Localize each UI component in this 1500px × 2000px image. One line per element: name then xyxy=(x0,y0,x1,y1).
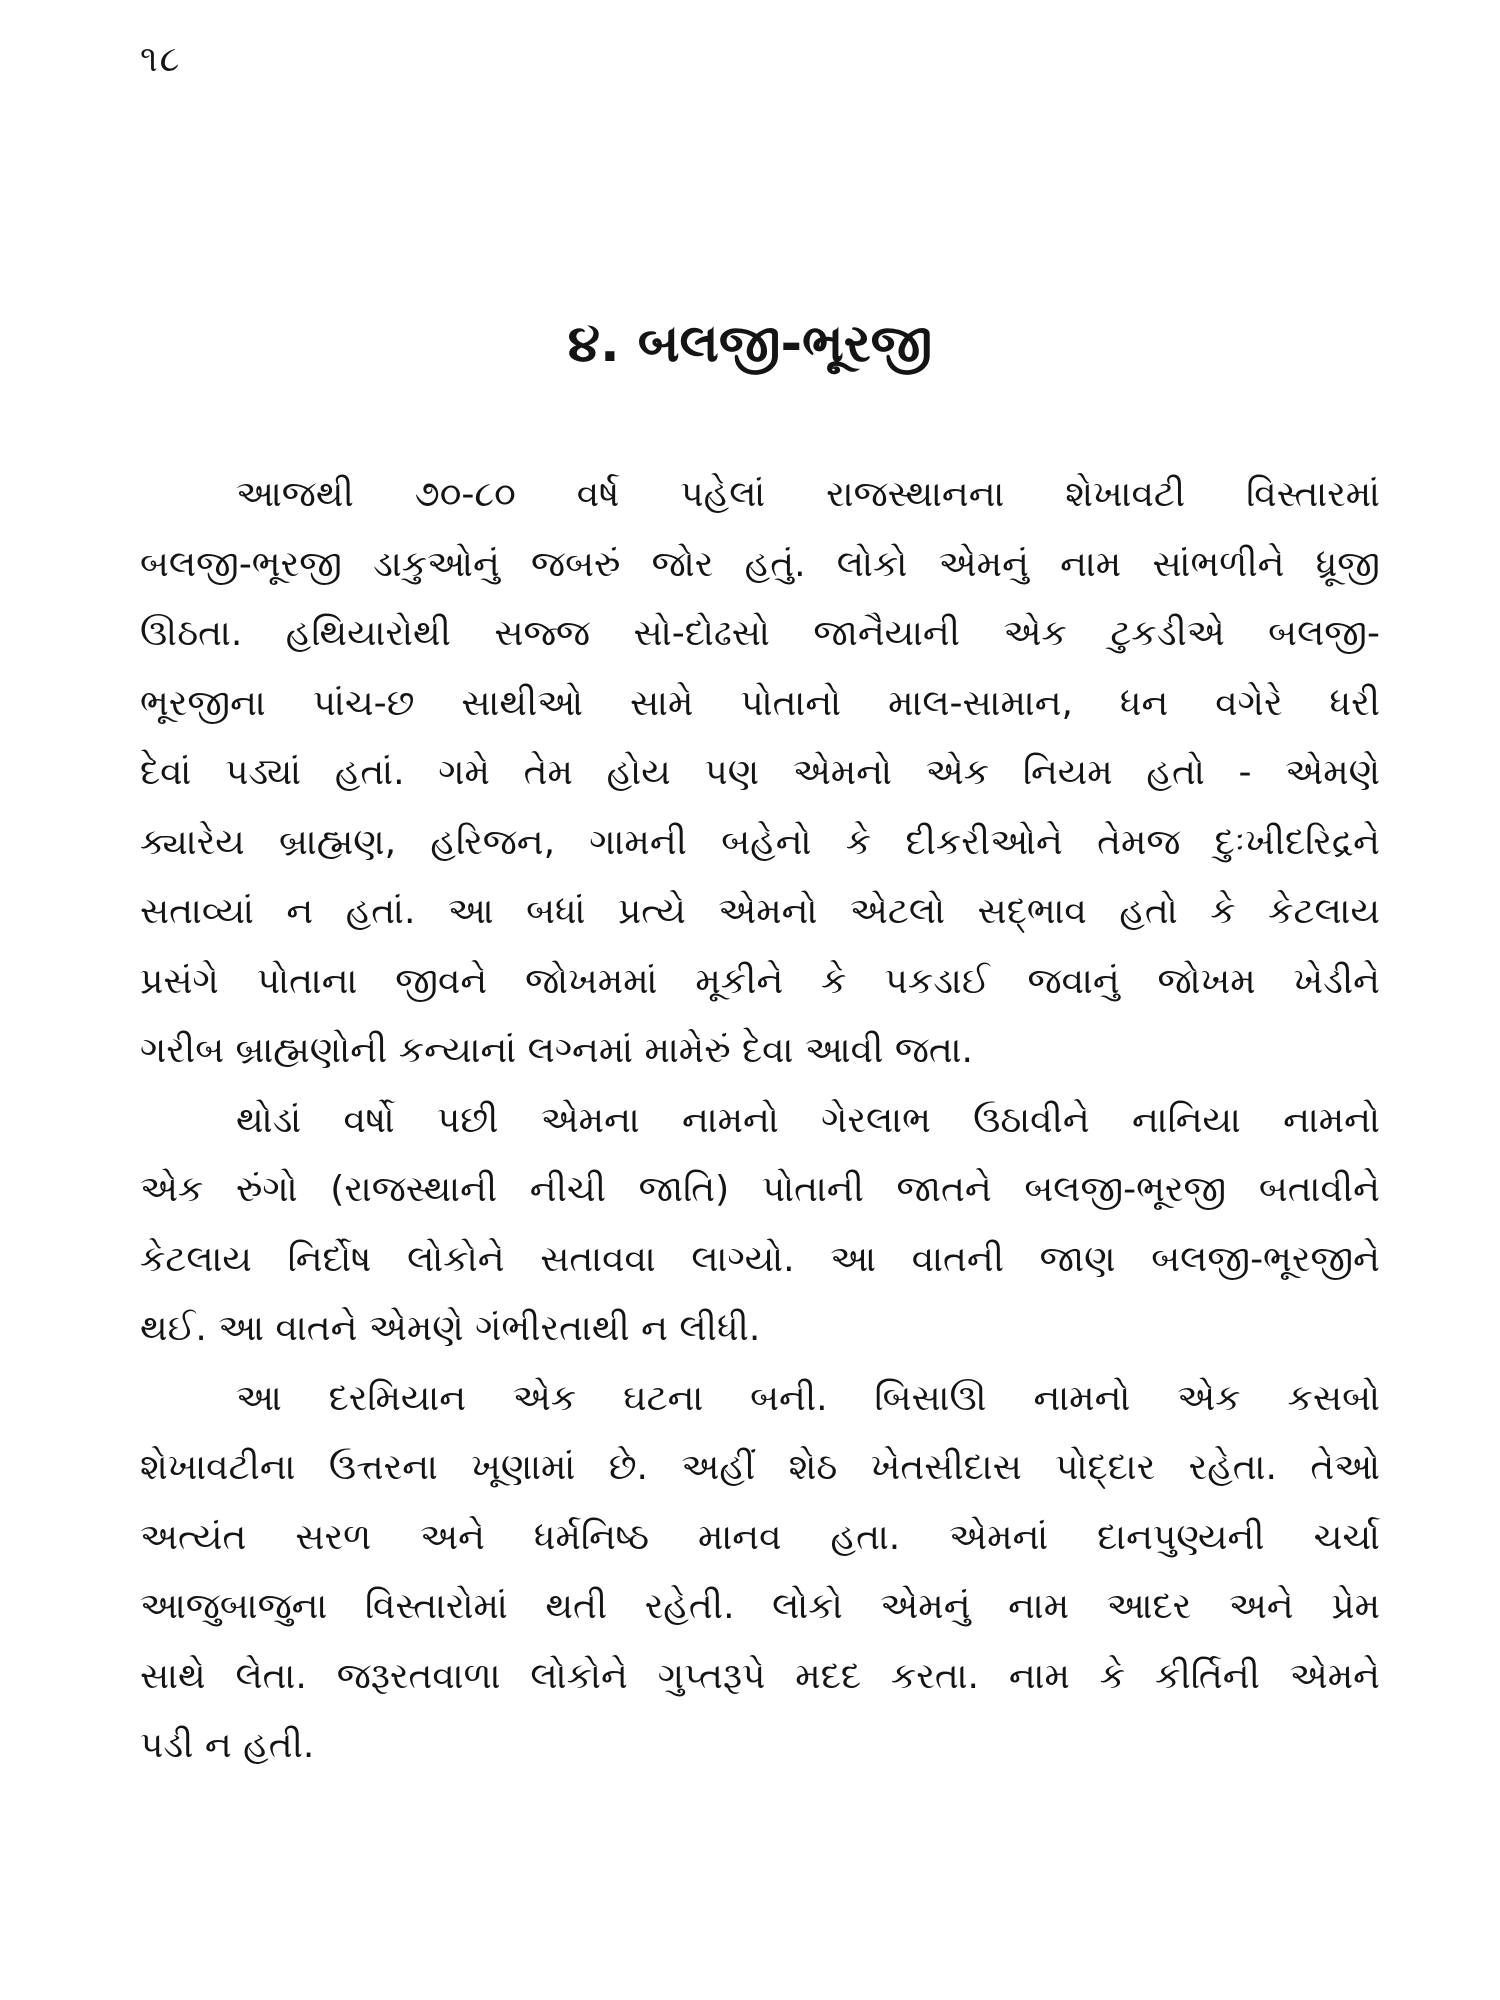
text-line: સતાવ્યાં ન હતાં. આ બધાં પ્રત્યે એમનો એટલો સદ્ભાવ હતો કે કેટલાય xyxy=(140,891,1380,932)
text-line: આજથી ૭૦-૮૦ વર્ષ પહેલાં રાજસ્થાનના શેખાવટી વિસ્તારમાં xyxy=(236,474,1380,515)
text-line: પ્રસંગે પોતાના જીવને જોખમમાં મૂકીને કે પકડાઈ જવાનું જોખમ ખેડીને xyxy=(140,960,1380,1002)
text-line: પડી ન હતી. xyxy=(140,1725,315,1766)
text-line: ગરીબ બ્રાહ્મણોની કન્યાનાં લગ્નમાં મામેરું દેવા આવી જતા. xyxy=(140,1030,974,1071)
paragraph-3 xyxy=(140,1364,1380,1781)
paragraph-2 xyxy=(140,1086,1380,1364)
text-line: એક રુંગો (રાજસ્થાની નીચી જાતિ) પોતાની જાતને બલજી-ભૂરજી બતાવીને xyxy=(140,1169,1380,1210)
text-line: શેખાવટીના ઉત્તરના ખૂણામાં છે. અહીં શેઠ ખેતસીદાસ પોદ્દાર રહેતા. તેઓ xyxy=(140,1447,1380,1488)
text-line: અત્યંત સરળ અને ધર્મનિષ્ઠ માનવ હતા. એમનાં દાનપુણ્યની ચર્ચા xyxy=(140,1516,1380,1558)
text-line: બલજી-ભૂરજી ડાકુઓનું જબરું જોર હતું. લોકો એમનું નામ સાંભળીને ધ્રૂજી xyxy=(140,543,1380,585)
text-line: કેટલાય નિર્દોષ લોકોને સતાવવા લાગ્યો. આ વાતની જાણ બલજી-ભૂરજીને xyxy=(140,1238,1380,1280)
text-line: દેવાં પડ્યાં હતાં. ગમે તેમ હોય પણ એમનો એક નિયમ હતો - એમણે xyxy=(140,752,1380,793)
text-line: આજુબાજુના વિસ્તારોમાં થતી રહેતી. લોકો એમનું નામ આદર અને પ્રેમ xyxy=(140,1586,1380,1627)
text-line: ક્યારેય બ્રાહ્મણ, હરિજન, ગામની બહેનો કે દીકરીઓને તેમજ દુઃખીદરિદ્રને xyxy=(140,821,1380,863)
paragraph-1 xyxy=(140,460,1380,1086)
page-number: ૧૮ xyxy=(140,39,182,80)
chapter-body xyxy=(140,460,1380,1781)
text-line: આ દરમિયાન એક ઘટના બની. બિસાઊ નામનો એક કસબો xyxy=(236,1377,1380,1419)
text-line: થોડાં વર્ષો પછી એમના નામનો ગેરલાભ ઉઠાવીને નાનિયા નામનો xyxy=(236,1099,1380,1141)
text-line: ભૂરજીના પાંચ-છ સાથીઓ સામે પોતાનો માલ-સામાન, ધન વગેરે ધરી xyxy=(140,682,1380,724)
text-line: ઊઠતા. હથિયારોથી સજ્જ સો-દોઢસો જાનૈયાની એક ટુકડીએ બલજી- xyxy=(140,613,1380,654)
chapter-title: ૪. બલજી-ભૂરજી xyxy=(567,314,933,374)
text-line: સાથે લેતા. જરૂરતવાળા લોકોને ગુપ્તરૂપે મદદ કરતા. નામ કે કીર્તિની એમને xyxy=(140,1655,1380,1697)
text-line: થઈ. આ વાતને એમણે ગંભીરતાથી ન લીધી. xyxy=(140,1308,761,1349)
